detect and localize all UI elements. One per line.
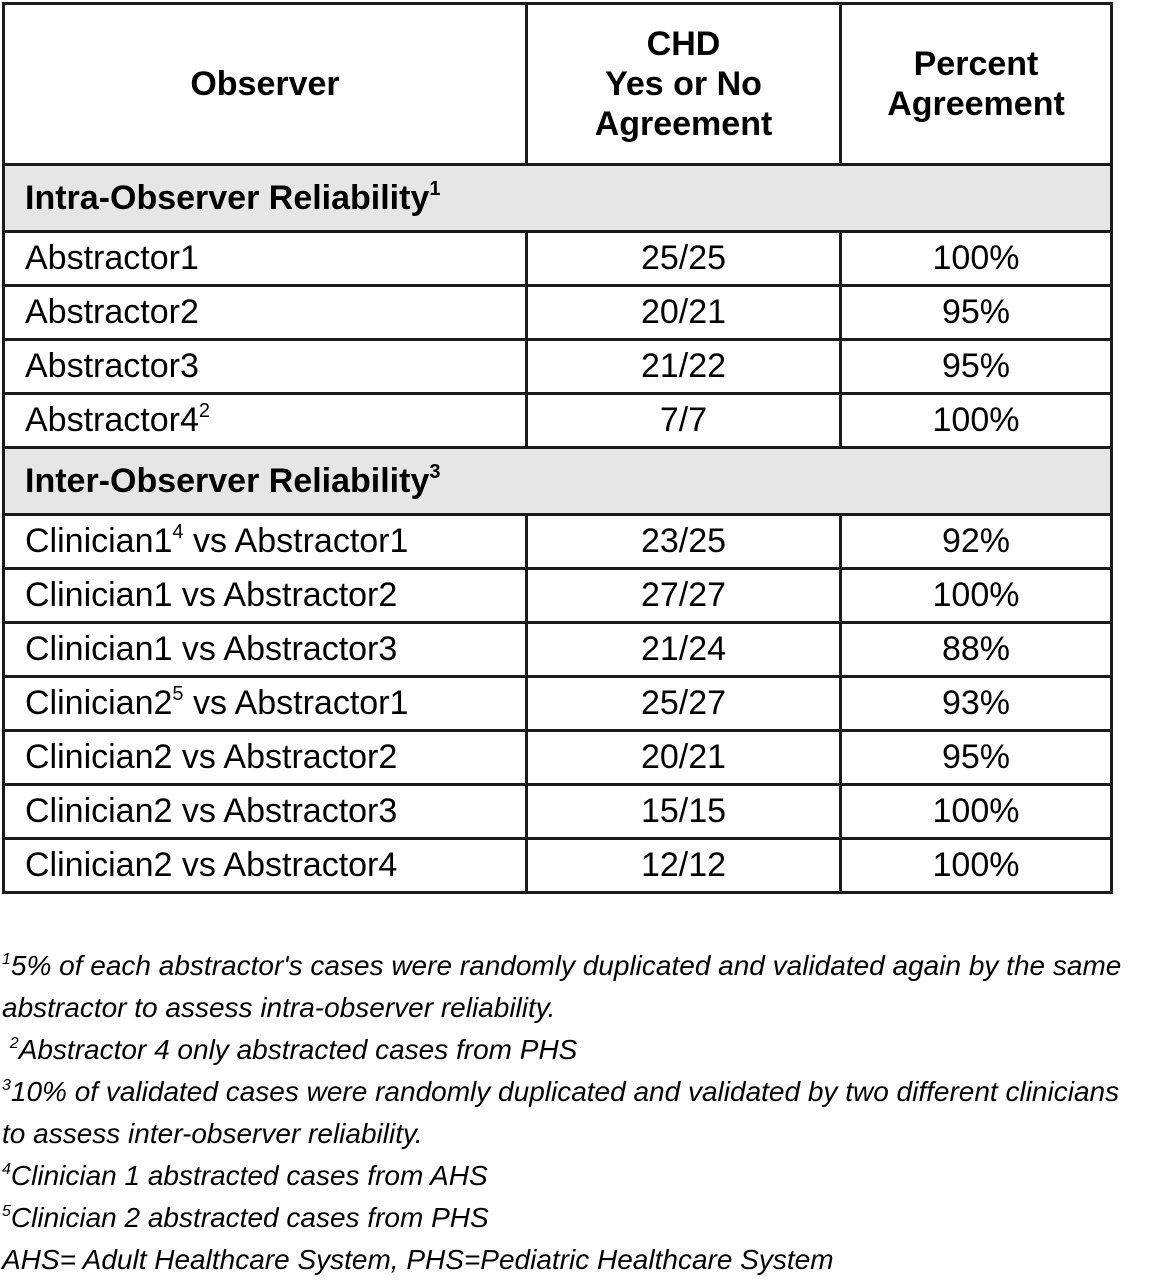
observer-name: Abstractor2 xyxy=(25,293,199,332)
header-percent-agreement xyxy=(841,4,1112,165)
footnote-mark: 5 xyxy=(172,683,184,706)
percent-cell: 100% xyxy=(841,785,1112,839)
percent-cell: 95% xyxy=(841,340,1112,394)
table-row xyxy=(4,232,1112,286)
percent-cell: 100% xyxy=(841,839,1112,893)
footnote-mark: 4 xyxy=(172,521,184,544)
percent-cell: 92% xyxy=(841,515,1112,569)
observer-a: Clinician1 xyxy=(25,576,173,615)
agreement-cell: 15/15 xyxy=(527,785,841,839)
observer-a: Clinician2 xyxy=(25,792,173,831)
section-footnote-mark: 1 xyxy=(429,177,441,200)
observer-b: vs Abstractor3 xyxy=(172,630,398,669)
percent-cell: 100% xyxy=(841,232,1112,286)
observer-a: Clinician2 xyxy=(25,684,173,723)
observer-cell xyxy=(4,394,527,448)
observer-cell xyxy=(4,340,527,394)
table-row xyxy=(4,394,1112,448)
agreement-cell: 25/25 xyxy=(527,232,841,286)
agreement-cell: 20/21 xyxy=(527,286,841,340)
section-title: Inter-Observer Reliability xyxy=(25,461,430,500)
section-label xyxy=(4,165,1112,232)
agreement-cell: 7/7 xyxy=(527,394,841,448)
observer-cell xyxy=(4,232,527,286)
header-chd-agreement xyxy=(527,4,841,165)
table-row xyxy=(4,569,1112,623)
header-chd-line1: CHD xyxy=(646,24,721,63)
table-row xyxy=(4,286,1112,340)
section-title: Intra-Observer Reliability xyxy=(25,178,430,217)
table-row xyxy=(4,677,1112,731)
footnote-text: Clinician 2 abstracted cases from PHS xyxy=(10,1202,489,1233)
observer-b: vs Abstractor1 xyxy=(183,522,409,561)
observer-cell xyxy=(4,569,527,623)
footnote-text: Clinician 1 abstracted cases from AHS xyxy=(10,1160,488,1191)
observer-cell xyxy=(4,677,527,731)
footnote-text: AHS= Adult Healthcare System, PHS=Pediatric Healthcare System xyxy=(2,1244,834,1275)
header-chd-line3: Agreement xyxy=(594,105,773,144)
table-row xyxy=(4,785,1112,839)
observer-b: vs Abstractor2 xyxy=(172,576,398,615)
footnote-text: Abstractor 4 only abstracted cases from PHS xyxy=(18,1034,578,1065)
footnote xyxy=(2,1071,1147,1155)
footnote-mark: 2 xyxy=(198,400,210,423)
footnote-number: 1 xyxy=(2,951,11,968)
agreement-cell: 25/27 xyxy=(527,677,841,731)
observer-a: Clinician1 xyxy=(25,630,173,669)
header-percent-line1: Percent xyxy=(913,44,1039,83)
observer-name: Abstractor3 xyxy=(25,347,199,386)
percent-cell: 88% xyxy=(841,623,1112,677)
observer-b: vs Abstractor4 xyxy=(172,846,398,885)
percent-cell: 100% xyxy=(841,569,1112,623)
observer-b: vs Abstractor1 xyxy=(183,684,409,723)
observer-cell xyxy=(4,731,527,785)
footnote-text: 10% of validated cases were randomly duplicated and validated by two different clinicians to assess inter-observer reliability. xyxy=(2,1076,1120,1149)
agreement-cell: 21/22 xyxy=(527,340,841,394)
observer-cell xyxy=(4,623,527,677)
section-label xyxy=(4,448,1112,515)
percent-cell: 93% xyxy=(841,677,1112,731)
abbreviations-note xyxy=(2,1239,1147,1281)
agreement-cell: 23/25 xyxy=(527,515,841,569)
observer-cell xyxy=(4,785,527,839)
observer-cell xyxy=(4,515,527,569)
agreement-cell: 27/27 xyxy=(527,569,841,623)
observer-name: Abstractor4 xyxy=(25,401,199,440)
footnote xyxy=(2,1029,1147,1071)
footnotes xyxy=(2,945,1147,1281)
percent-cell: 100% xyxy=(841,394,1112,448)
observer-b: vs Abstractor3 xyxy=(172,792,398,831)
header-row xyxy=(4,4,1112,165)
footnote xyxy=(2,1197,1147,1239)
header-observer: Observer xyxy=(4,4,527,165)
footnote-number: 5 xyxy=(2,1203,11,1220)
table-row xyxy=(4,515,1112,569)
percent-cell: 95% xyxy=(841,286,1112,340)
footnote-number: 2 xyxy=(9,1035,19,1052)
percent-cell: 95% xyxy=(841,731,1112,785)
footnote xyxy=(2,945,1147,1029)
observer-a: Clinician2 xyxy=(25,738,173,777)
observer-b: vs Abstractor2 xyxy=(172,738,398,777)
observer-name: Abstractor1 xyxy=(25,239,199,278)
footnote-text: 5% of each abstractor's cases were randomly duplicated and validated again by the same abstractor to assess intra-observer reliability. xyxy=(2,950,1122,1023)
table-row xyxy=(4,839,1112,893)
section-inter-observer xyxy=(4,448,1112,515)
agreement-cell: 12/12 xyxy=(527,839,841,893)
footnote-number: 3 xyxy=(2,1077,11,1094)
table-row xyxy=(4,623,1112,677)
section-intra-observer xyxy=(4,165,1112,232)
observer-cell xyxy=(4,839,527,893)
section-footnote-mark: 3 xyxy=(429,460,441,483)
observer-cell xyxy=(4,286,527,340)
agreement-cell: 21/24 xyxy=(527,623,841,677)
header-percent-line2: Agreement xyxy=(887,85,1065,123)
agreement-cell: 20/21 xyxy=(527,731,841,785)
table-row xyxy=(4,731,1112,785)
header-chd-line2: Yes or No xyxy=(605,64,762,103)
observer-a: Clinician2 xyxy=(25,846,173,885)
observer-a: Clinician1 xyxy=(25,522,173,561)
table-row xyxy=(4,340,1112,394)
footnote-number: 4 xyxy=(2,1161,11,1178)
footnote xyxy=(2,1155,1147,1197)
reliability-table xyxy=(2,2,1113,894)
